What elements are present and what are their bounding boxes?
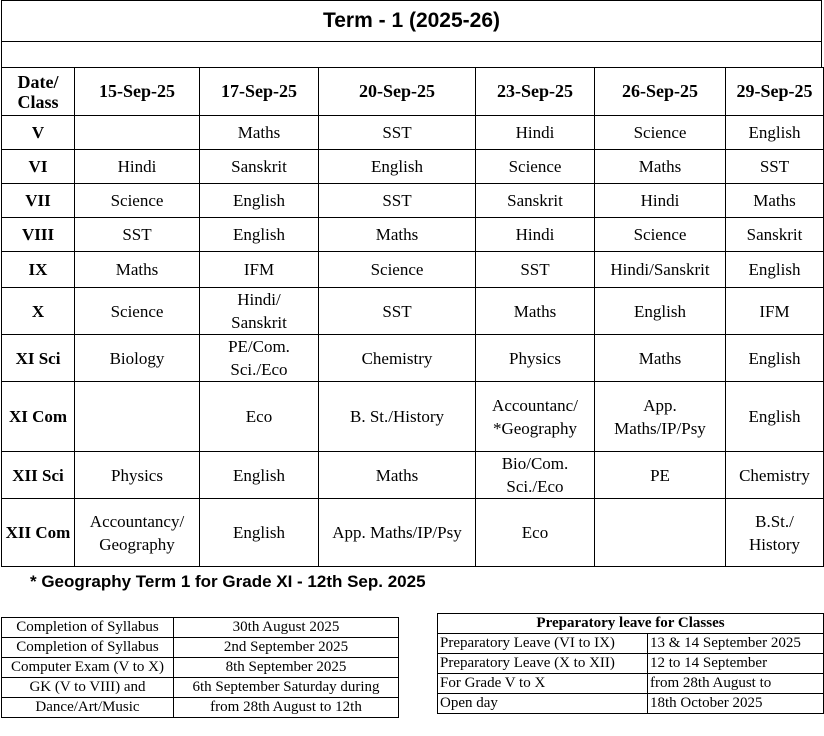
subject-line: App. Maths/IP/Psy: [332, 523, 462, 542]
milestones-table: [1, 617, 399, 718]
subject-cell: [726, 288, 824, 335]
subject-cell: [476, 116, 595, 150]
subject-cell: [200, 184, 319, 218]
page-title: Term - 1 (2025-26): [1, 0, 822, 42]
subject-line: English: [748, 123, 801, 142]
subject-line: Chemistry: [361, 348, 433, 368]
milestone-label: GK (V to VIII) and: [2, 678, 174, 698]
subject-cell: [726, 452, 824, 499]
class-label: VIII: [2, 218, 75, 252]
milestone-row: [2, 658, 399, 678]
subject-line: Maths: [753, 191, 796, 210]
subject-cell: [75, 288, 200, 335]
date-header: 29-Sep-25: [726, 68, 824, 116]
subject-cell: [75, 150, 200, 184]
subject-cell: [595, 218, 726, 252]
subject-line: PE: [650, 465, 670, 485]
schedule-table: [1, 67, 824, 567]
subject-line: *Geography: [492, 418, 578, 438]
subject-cell: [476, 184, 595, 218]
subject-line: Eco: [521, 523, 549, 542]
subject-line: Maths/IP/Psy: [614, 418, 706, 438]
class-label: XII Sci: [2, 452, 75, 499]
subject-cell: [595, 382, 726, 452]
table-row: [2, 288, 824, 335]
milestone-value: 2nd September 2025: [174, 638, 399, 658]
subject-line: Maths: [638, 348, 682, 368]
subject-cell: [319, 382, 476, 452]
subject-cell: [319, 150, 476, 184]
subject-line: Sanskrit: [746, 225, 803, 244]
milestone-value: 30th August 2025: [174, 618, 399, 638]
milestone-row: [2, 638, 399, 658]
subject-cell: [595, 184, 726, 218]
subject-line: English: [748, 407, 801, 426]
subject-line: English: [748, 348, 801, 368]
subject-cell: [726, 116, 824, 150]
subject-line: Maths: [115, 260, 159, 279]
subject-cell: [200, 150, 319, 184]
subject-line: PE/Com.: [228, 337, 290, 356]
subject-cell: [75, 116, 200, 150]
subject-cell: [476, 335, 595, 382]
subject-line: Hindi/: [237, 290, 281, 309]
subject-line: Sanskrit: [507, 191, 563, 210]
subject-line: Maths: [638, 157, 682, 176]
subject-line: IFM: [243, 260, 275, 279]
subject-line: English: [233, 191, 285, 210]
prep-value: 12 to 14 September: [648, 654, 824, 674]
subject-cell: [476, 382, 595, 452]
milestone-label: Completion of Syllabus: [2, 638, 174, 658]
subject-line: Sci./Eco: [506, 477, 564, 496]
subject-line: Science: [370, 260, 424, 279]
subject-line: SST: [382, 191, 412, 210]
prep-row: [438, 674, 824, 694]
subject-cell: [75, 382, 200, 452]
subject-line: Science: [110, 191, 164, 210]
subject-cell: [476, 452, 595, 499]
milestone-row: [2, 678, 399, 698]
subject-line: Physics: [111, 465, 163, 485]
table-row: [2, 218, 824, 252]
subject-cell: [476, 218, 595, 252]
subject-line: App.: [643, 395, 677, 415]
prep-label: Preparatory Leave (X to XII): [438, 654, 648, 674]
subject-cell: [319, 252, 476, 288]
subject-cell: [595, 335, 726, 382]
prep-label: Preparatory Leave (VI to IX): [438, 634, 648, 654]
subject-cell: [595, 116, 726, 150]
subject-line: Hindi: [640, 191, 680, 210]
subject-line: IFM: [759, 301, 790, 321]
prep-value: from 28th August to: [648, 674, 824, 694]
milestone-label: Completion of Syllabus: [2, 618, 174, 638]
class-label: VI: [2, 150, 75, 184]
subject-cell: [319, 116, 476, 150]
subject-line: English: [748, 260, 801, 279]
subject-line: B.St./: [755, 511, 794, 531]
subject-cell: [75, 252, 200, 288]
subject-line: English: [233, 523, 285, 542]
subject-line: Accountanc/: [492, 395, 578, 415]
table-row: [2, 252, 824, 288]
prep-label: Open day: [438, 694, 648, 714]
prep-label: For Grade V to X: [438, 674, 648, 694]
subject-cell: [726, 382, 824, 452]
date-header: 23-Sep-25: [476, 68, 595, 116]
prep-heading: Preparatory leave for Classes: [438, 614, 824, 634]
subject-line: SST: [759, 157, 790, 176]
subject-line: English: [233, 225, 285, 244]
prep-heading-row: [438, 614, 824, 634]
prep-row: [438, 654, 824, 674]
subject-line: Hindi: [117, 157, 157, 176]
table-row: [2, 499, 824, 567]
subject-line: Accountancy/: [89, 511, 185, 531]
date-header: 26-Sep-25: [595, 68, 726, 116]
table-row: [2, 452, 824, 499]
subject-line: Hindi: [515, 225, 555, 244]
subject-cell: [75, 335, 200, 382]
subject-cell: [319, 288, 476, 335]
subject-line: SST: [382, 123, 412, 142]
subject-line: Physics: [509, 348, 561, 368]
geography-note: * Geography Term 1 for Grade XI - 12th Sep. 2025: [30, 572, 426, 591]
subject-cell: [319, 218, 476, 252]
subject-cell: [75, 452, 200, 499]
subject-cell: [476, 288, 595, 335]
table-row: [2, 184, 824, 218]
milestone-label: Dance/Art/Music: [2, 698, 174, 718]
subject-line: Hindi: [515, 123, 555, 142]
prep-value: 18th October 2025: [648, 694, 824, 714]
milestone-row: [2, 698, 399, 718]
subject-cell: [726, 150, 824, 184]
subject-line: Science: [508, 157, 562, 176]
subject-cell: [75, 499, 200, 567]
subject-cell: [595, 452, 726, 499]
prep-row: [438, 634, 824, 654]
subject-cell: [476, 150, 595, 184]
subject-cell: [319, 335, 476, 382]
subject-cell: [726, 499, 824, 567]
class-label: VII: [2, 184, 75, 218]
class-label: XII Com: [2, 499, 75, 567]
subject-line: Hindi/Sanskrit: [610, 260, 710, 279]
milestone-value: 8th September 2025: [174, 658, 399, 678]
subject-line: Maths: [513, 301, 557, 321]
table-row: [2, 116, 824, 150]
subject-cell: [200, 288, 319, 335]
subject-cell: [319, 499, 476, 567]
table-row: [2, 335, 824, 382]
subject-line: Maths: [237, 123, 281, 142]
subject-cell: [200, 252, 319, 288]
corner-header: Date/ Class: [2, 68, 75, 116]
milestone-value: 6th September Saturday during: [174, 678, 399, 698]
subject-cell: [200, 382, 319, 452]
subject-cell: [726, 184, 824, 218]
subject-line: SST: [122, 225, 152, 244]
date-header: 20-Sep-25: [319, 68, 476, 116]
subject-cell: [476, 499, 595, 567]
table-row: [2, 382, 824, 452]
subject-line: English: [233, 465, 285, 485]
subject-line: Science: [110, 301, 164, 321]
milestone-row: [2, 618, 399, 638]
subject-line: Eco: [245, 407, 273, 426]
subject-cell: [726, 218, 824, 252]
subject-cell: [200, 452, 319, 499]
milestone-value: from 28th August to 12th: [174, 698, 399, 718]
subject-cell: [595, 499, 726, 567]
table-row: [2, 150, 824, 184]
subject-cell: [319, 184, 476, 218]
subject-line: English: [634, 301, 686, 321]
subject-cell: [595, 252, 726, 288]
subject-line: History: [749, 534, 800, 554]
subject-cell: [726, 252, 824, 288]
preparatory-leave-table: [437, 613, 824, 714]
subject-line: Maths: [375, 225, 419, 244]
date-header: 17-Sep-25: [200, 68, 319, 116]
subject-line: Biology: [109, 348, 165, 368]
subject-cell: [595, 150, 726, 184]
subject-line: Science: [633, 225, 687, 244]
subject-line: English: [371, 157, 423, 176]
subject-cell: [75, 184, 200, 218]
class-label: XI Sci: [2, 335, 75, 382]
subject-cell: [200, 335, 319, 382]
subject-line: Sanskrit: [231, 313, 287, 332]
subject-cell: [595, 288, 726, 335]
prep-row: [438, 694, 824, 714]
subject-line: Sci./Eco: [230, 360, 288, 379]
class-label: IX: [2, 252, 75, 288]
subject-cell: [200, 218, 319, 252]
subject-cell: [200, 499, 319, 567]
milestone-label: Computer Exam (V to X): [2, 658, 174, 678]
subject-line: Maths: [375, 465, 419, 485]
subject-cell: [726, 335, 824, 382]
prep-value: 13 & 14 September 2025: [648, 634, 824, 654]
class-label: V: [2, 116, 75, 150]
subject-cell: [75, 218, 200, 252]
subject-line: SST: [382, 301, 412, 321]
subject-line: Bio/Com.: [501, 454, 569, 473]
spacer-row: [1, 42, 822, 68]
header-row: [2, 68, 824, 116]
class-label: X: [2, 288, 75, 335]
subject-line: Science: [633, 123, 687, 142]
class-label: XI Com: [2, 382, 75, 452]
subject-cell: [200, 116, 319, 150]
subject-cell: [319, 452, 476, 499]
subject-line: Sanskrit: [231, 157, 287, 176]
subject-line: Geography: [99, 534, 175, 554]
subject-line: SST: [520, 260, 550, 279]
subject-line: B. St./History: [350, 407, 444, 426]
subject-line: Chemistry: [739, 465, 810, 485]
subject-cell: [476, 252, 595, 288]
date-header: 15-Sep-25: [75, 68, 200, 116]
